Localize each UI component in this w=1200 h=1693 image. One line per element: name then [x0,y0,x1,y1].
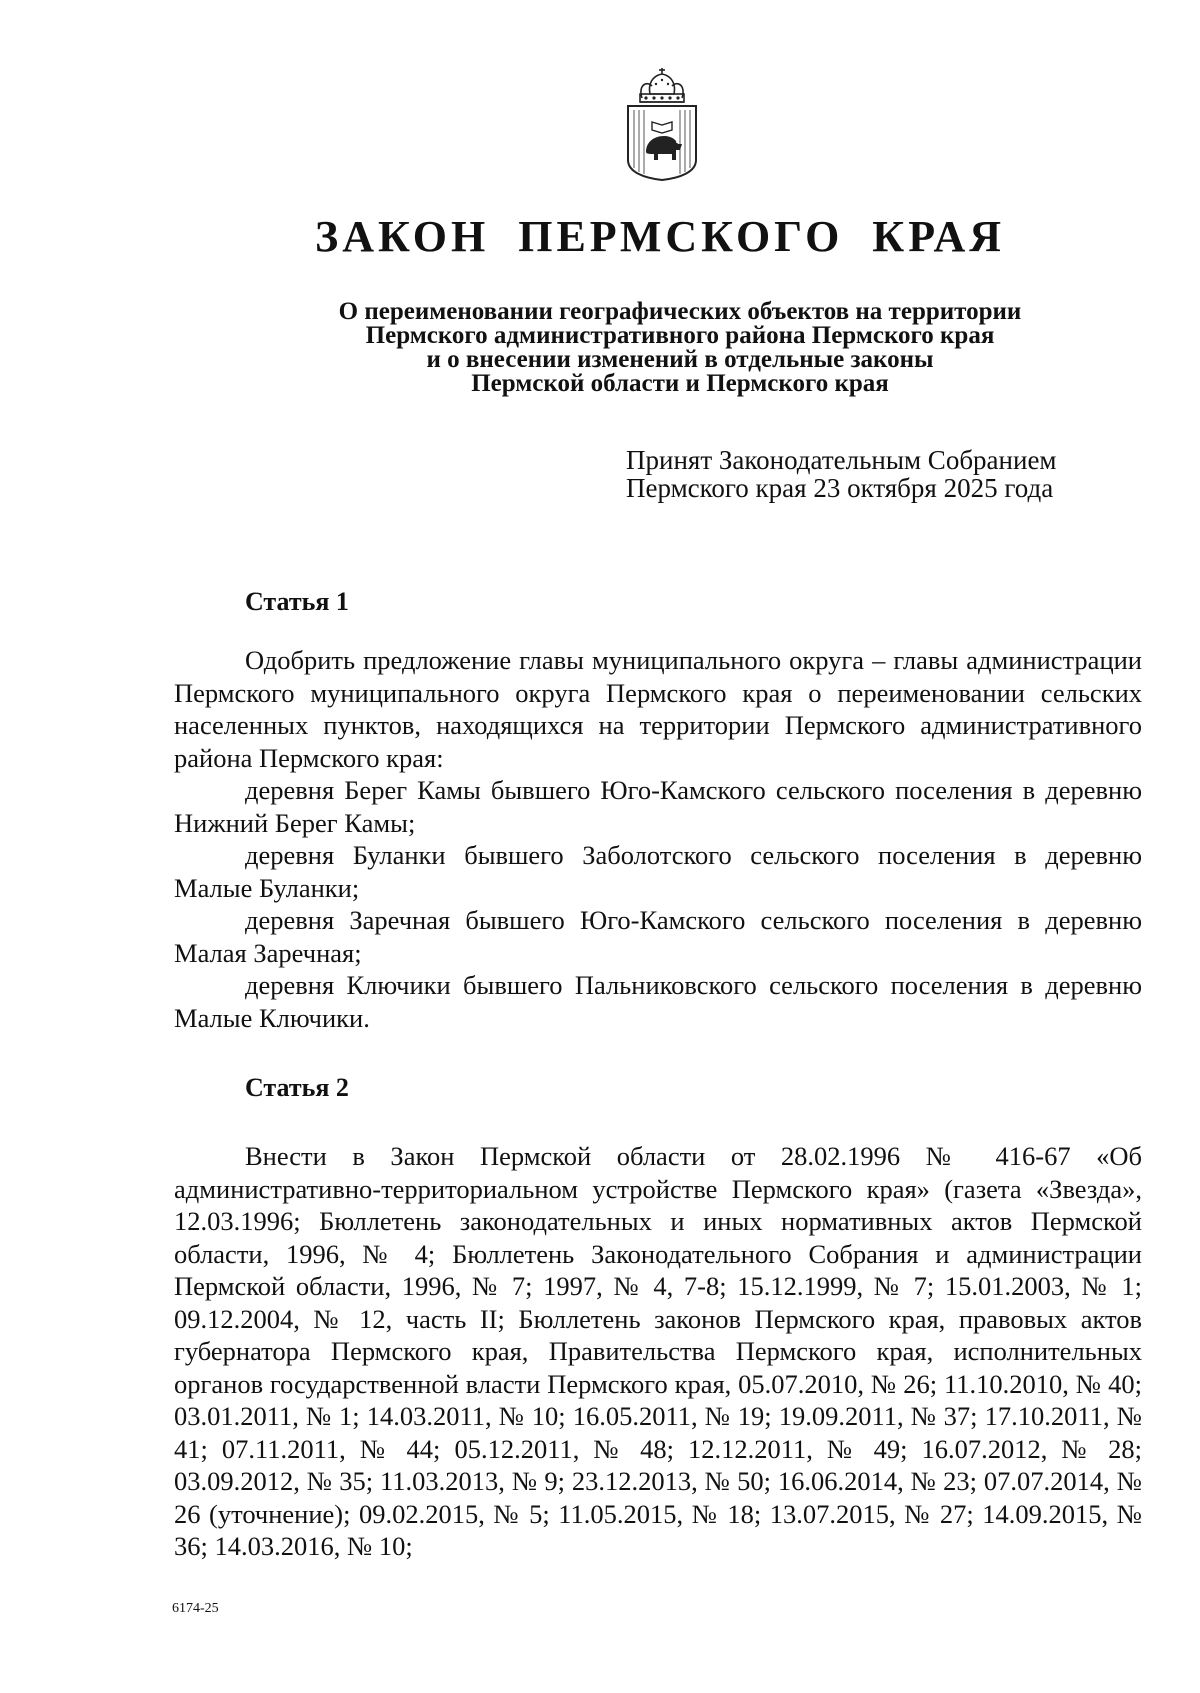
article-2-heading: Статья 2 [245,1073,349,1102]
law-title: ЗАКОН ПЕРМСКОГО КРАЯ [314,212,1006,261]
law-subject-line: О переименовании географических объектов на территории [338,298,1022,325]
article-2-paragraph: Внести в Закон Пермской области от 28.02.1996 № 416-67 «Об административно-территориальном устройстве Пермского края» (газета «Звезда», 12.03.1996; Бюллетень законодательных и иных нормативных актов Пермской области, 1996, № 4; Бюллетень Законодательного Собрания и администрации Пермской области, 1996, № 7; 1997, № 4, 7-8; 15.12.1999, № 7; 15.01.2003, № 1; 09.12.2004, № 12, часть II; Бюллетень законов Пермского края, правовых актов губернатора Пермского края, Правительства Пермского края, исполнительных органов государственной власти Пермского края, 05.07.2010, № 26; 11.10.2010, № 40; 03.01.2011, № 1; 14.03.2011, № 10; 16.05.2011, № 19; 19.09.2011, № 37; 17.10.2011, № 41; 07.11.2011, № 44; 05.12.2011, № 48; 12.12.2011, № 49; 16.07.2012, № 28; 03.09.2012, № 35; 11.03.2013, № 9; 23.12.2013, № 50; 16.06.2014, № 23; 07.07.2014, № 26 (уточнение); 09.02.2015, № 5; 11.05.2015, № 18; 13.07.2015, № 27; 14.09.2015, № 36; 14.03.2016, № 10; [174,1141,1142,1561]
law-subject-line: и о внесении изменений в отдельные законы [426,346,934,373]
adoption-note-line: Принят Законодательным Собранием [626,445,1057,475]
adoption-note [626,446,1146,502]
adoption-note-line: Пермского края 23 октября 2025 года [626,473,1054,503]
article-1-paragraph: деревня Буланки бывшего Заболотского сельского поселения в деревню Малые Буланки; [174,840,1142,903]
article-1-body [174,644,1142,1034]
article-1-paragraph: Одобрить предложение главы муниципального округа – главы администрации Пермского муниципального округа Пермского края о переименовании сельских населенных пунктов, находящихся на территории Пермского административного района Пермского края: [174,645,1142,773]
article-1-heading: Статья 1 [245,587,349,616]
article-1-paragraph: деревня Заречная бывшего Юго-Камского сельского поселения в деревню Малая Заречная; [174,905,1142,968]
article-2-body [174,1140,1142,1563]
law-subject-line: Пермского административного района Пермского края [365,322,995,349]
document-number: 6174-25 [172,1601,219,1616]
law-subject-line: Пермской области и Пермского края [471,370,889,397]
article-1-paragraph: деревня Ключики бывшего Пальниковского сельского поселения в деревню Малые Ключики. [174,970,1142,1033]
perm-krai-coat-of-arms-emblem [622,64,702,182]
law-subject [230,300,1130,396]
article-1-paragraph: деревня Берег Камы бывшего Юго-Камского сельского поселения в деревню Нижний Берег Камы; [174,775,1142,838]
